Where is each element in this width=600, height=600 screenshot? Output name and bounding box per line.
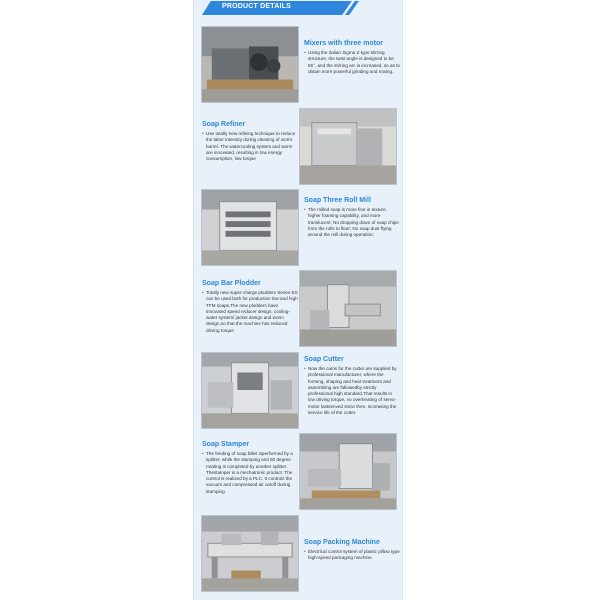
packing-machine-photo — [201, 515, 299, 592]
section-description: The milled soap is more fine in texture, higher foaming capability, and more translucent; No dropping down of soap chips from the rolls to floor; No soap dust flying around the mill during operation; — [308, 207, 399, 238]
roll-mill-photo — [201, 189, 299, 266]
bullet-marker: • — [304, 207, 306, 212]
section-title: Mixers with three motor — [304, 40, 383, 47]
section-roll-mill — [194, 189, 404, 269]
section-description: Use totally new refining technique to reduce the labor intensity during cleaning of worm barrel. The watercooling system and worm are innovated, resulting in low energy consumption, low torque — [206, 131, 296, 162]
section-plodder — [194, 270, 404, 350]
plodder-machine-photo — [299, 270, 397, 347]
bullet-marker: • — [304, 549, 306, 554]
section-title: Soap Refiner — [202, 121, 246, 128]
bullet-marker: • — [202, 451, 204, 456]
header-title: PRODUCT DETAILS — [222, 3, 291, 10]
stamper-machine-photo — [299, 433, 397, 510]
section-description: Now the cams for the cutter are supplied by professional manufacturer, where the forming, shaping and heat treatment and assembling are followedby strictly professional high standard.That results in low driving torque, no overheating of servo-motor lastsenved since then, increasing the service life of the cutter. — [308, 366, 397, 416]
mixer-machine-photo — [201, 26, 299, 103]
section-description: Electrical control system of plastic pillow type high-speed packaging machine. — [308, 549, 400, 561]
refiner-machine-photo — [299, 108, 397, 185]
section-title: Soap Stamper — [202, 441, 250, 448]
bullet-marker: • — [202, 290, 204, 295]
section-stamper — [194, 433, 404, 513]
bullet-marker: • — [304, 366, 306, 371]
section-mixer — [194, 26, 404, 106]
section-title: Soap Packing Machine — [304, 539, 380, 546]
section-title: Soap Bar Plodder — [202, 280, 261, 287]
section-description: Totally new super-charge plodders Series ES can be used both for production low and high TFM soaps.The new plodders have innovated speed reducer design, cooling-water system/ jacket design and worm design,so that the machine has reduced driving torque — [206, 290, 298, 333]
section-title: Soap Cutter — [304, 356, 344, 363]
cutter-machine-photo — [201, 352, 299, 429]
section-cutter — [194, 352, 404, 432]
header-stripes-decoration — [334, 1, 358, 15]
section-packing — [194, 515, 404, 595]
section-description: The feeding of soap billet isperformed by a splitter, while the stamping and 60 degree rotating is completed by another splitter. Thestamper is a mechatronic product. The control is realized by a PLC. It controls the vacuum and compressed air onloff during stamping. — [206, 451, 293, 494]
section-refiner — [194, 108, 404, 188]
bullet-marker: • — [304, 50, 306, 55]
bullet-marker: • — [202, 131, 204, 136]
section-title: Soap Three Roll Mill — [304, 197, 371, 204]
section-description: Using the Italian Sigma Z-type stirring structure, the twist angle is designed to be 55°, and the stirring arc is increased, so as to obtain more powerful grinding and mixing. — [308, 50, 400, 74]
product-details-panel — [193, 0, 403, 600]
